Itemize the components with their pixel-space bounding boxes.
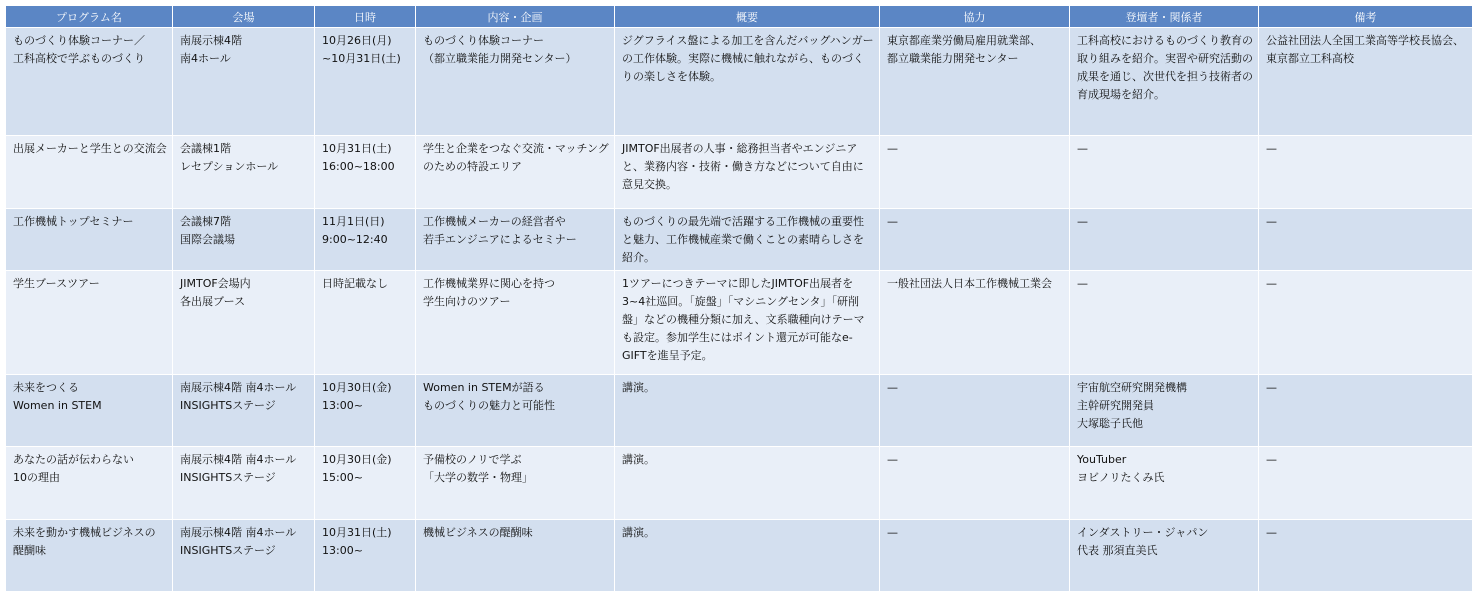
cell-overview: ジグフライス盤による加工を含んだバッグハンガーの工作体験。実際に機械に触れながら、ものづくりの楽しさを体験。	[615, 28, 880, 136]
cell-speakers: —	[1070, 209, 1259, 271]
cell-content: 機械ビジネスの醍醐味	[416, 520, 615, 592]
cell-content: 工作機械業界に関心を持つ 学生向けのツアー	[416, 271, 615, 375]
cell-content: 工作機械メーカーの経営者や 若手エンジニアによるセミナー	[416, 209, 615, 271]
program-table	[5, 5, 1473, 592]
cell-venue: 会議棟1階 レセプションホール	[173, 136, 315, 209]
table-row	[6, 520, 1473, 592]
cell-program-name: 未来を動かす機械ビジネスの 醍醐味	[6, 520, 173, 592]
cell-venue: 南展示棟4階 南4ホール INSIGHTSステージ	[173, 447, 315, 520]
header-cooperation: 協力	[880, 6, 1070, 28]
cell-program-name: 出展メーカーと学生との交流会	[6, 136, 173, 209]
cell-cooperation: 東京都産業労働局雇用就業部、 都立職業能力開発センター	[880, 28, 1070, 136]
cell-speakers: 工科高校におけるものづくり教育の取り組みを紹介。実習や研究活動の成果を通じ、次世代を担う技術者の育成現場を紹介。	[1070, 28, 1259, 136]
header-notes: 備考	[1259, 6, 1473, 28]
cell-notes: 公益社団法人全国工業高等学校長協会、 東京都立工科高校	[1259, 28, 1473, 136]
header-venue: 会場	[173, 6, 315, 28]
cell-content: Women in STEMが語る ものづくりの魅力と可能性	[416, 375, 615, 447]
table-row	[6, 375, 1473, 447]
header-content: 内容・企画	[416, 6, 615, 28]
header-datetime: 日時	[315, 6, 416, 28]
header-row	[6, 6, 1473, 28]
header-speakers: 登壇者・関係者	[1070, 6, 1259, 28]
cell-venue: JIMTOF会場内 各出展ブース	[173, 271, 315, 375]
cell-program-name: 工作機械トップセミナー	[6, 209, 173, 271]
cell-program-name: ものづくり体験コーナー／ 工科高校で学ぶものづくり	[6, 28, 173, 136]
cell-cooperation: —	[880, 447, 1070, 520]
cell-venue: 南展示棟4階 南4ホール	[173, 28, 315, 136]
cell-cooperation: —	[880, 209, 1070, 271]
cell-speakers: —	[1070, 271, 1259, 375]
table-row	[6, 447, 1473, 520]
cell-overview: 1ツアーにつきテーマに即したJIMTOF出展者を3~4社巡回。「旋盤」「マシニングセンタ」「研削盤」などの機種分類に加え、文系職種向けテーマも設定。参加学生にはポイント還元が可能なe-GIFTを進呈予定。	[615, 271, 880, 375]
cell-venue: 南展示棟4階 南4ホール INSIGHTSステージ	[173, 520, 315, 592]
cell-notes: —	[1259, 209, 1473, 271]
cell-notes: —	[1259, 520, 1473, 592]
cell-cooperation: —	[880, 375, 1070, 447]
cell-overview: 講演。	[615, 447, 880, 520]
cell-program-name: あなたの話が伝わらない 10の理由	[6, 447, 173, 520]
cell-speakers: —	[1070, 136, 1259, 209]
cell-notes: —	[1259, 447, 1473, 520]
cell-datetime: 10月30日(金) 15:00~	[315, 447, 416, 520]
cell-overview: 講演。	[615, 375, 880, 447]
cell-overview: 講演。	[615, 520, 880, 592]
cell-notes: —	[1259, 271, 1473, 375]
table-row	[6, 209, 1473, 271]
cell-datetime: 10月26日(月) ~10月31日(土)	[315, 28, 416, 136]
cell-program-name: 学生ブースツアー	[6, 271, 173, 375]
cell-program-name: 未来をつくる Women in STEM	[6, 375, 173, 447]
cell-datetime: 10月31日(土) 16:00~18:00	[315, 136, 416, 209]
cell-speakers: 宇宙航空研究開発機構 主幹研究開発員 大塚聡子氏他	[1070, 375, 1259, 447]
table-row	[6, 136, 1473, 209]
cell-speakers: インダストリー・ジャパン 代表 那須直美氏	[1070, 520, 1259, 592]
cell-datetime: 10月31日(土) 13:00~	[315, 520, 416, 592]
cell-speakers: YouTuber ヨビノリたくみ氏	[1070, 447, 1259, 520]
cell-datetime: 日時記載なし	[315, 271, 416, 375]
cell-content: 予備校のノリで学ぶ 「大学の数学・物理」	[416, 447, 615, 520]
cell-notes: —	[1259, 375, 1473, 447]
table-row	[6, 271, 1473, 375]
cell-overview: JIMTOF出展者の人事・総務担当者やエンジニアと、業務内容・技術・働き方などについて自由に意見交換。	[615, 136, 880, 209]
cell-venue: 南展示棟4階 南4ホール INSIGHTSステージ	[173, 375, 315, 447]
cell-content: 学生と企業をつなぐ交流・マッチングのための特設エリア	[416, 136, 615, 209]
cell-content: ものづくり体験コーナー （都立職業能力開発センター）	[416, 28, 615, 136]
cell-datetime: 11月1日(日) 9:00~12:40	[315, 209, 416, 271]
cell-venue: 会議棟7階 国際会議場	[173, 209, 315, 271]
header-overview: 概要	[615, 6, 880, 28]
table-row	[6, 28, 1473, 136]
cell-overview: ものづくりの最先端で活躍する工作機械の重要性と魅力、工作機械産業で働くことの素晴らしさを紹介。	[615, 209, 880, 271]
cell-cooperation: 一般社団法人日本工作機械工業会	[880, 271, 1070, 375]
header-program-name: プログラム名	[6, 6, 173, 28]
cell-datetime: 10月30日(金) 13:00~	[315, 375, 416, 447]
cell-cooperation: —	[880, 520, 1070, 592]
cell-cooperation: —	[880, 136, 1070, 209]
cell-notes: —	[1259, 136, 1473, 209]
